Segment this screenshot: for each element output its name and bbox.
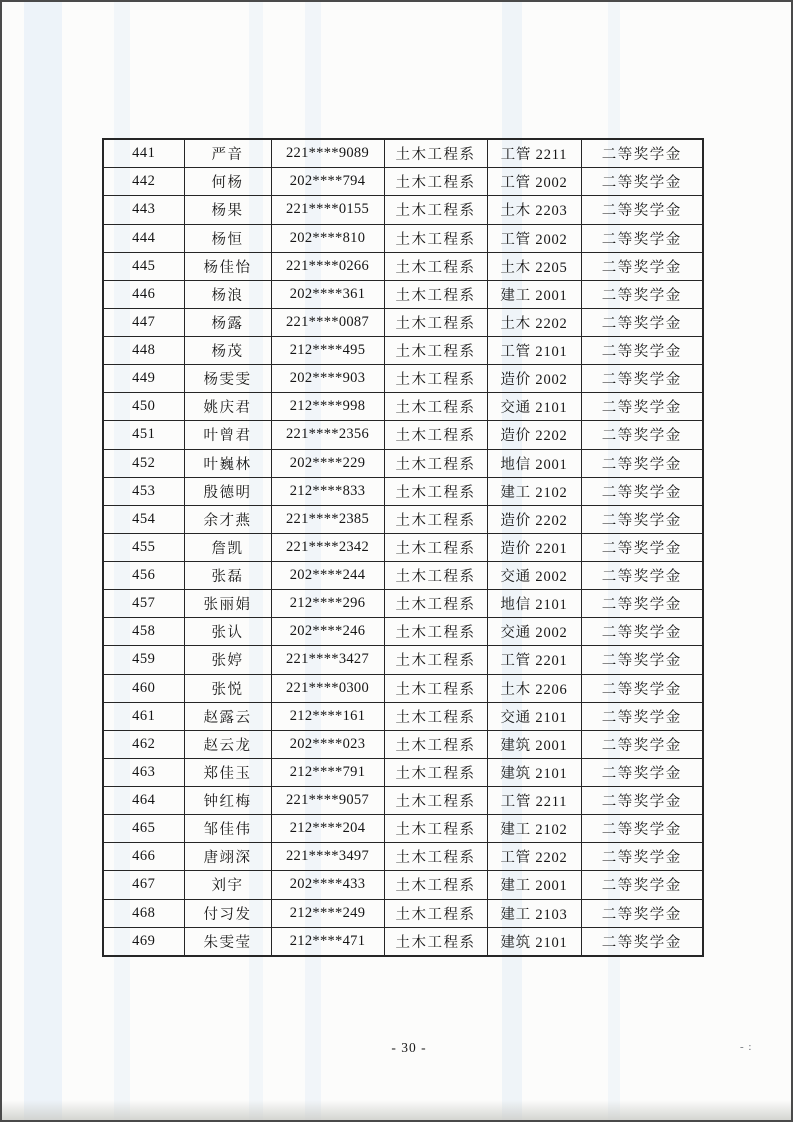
cell-student_id: 221****2385 [271, 505, 384, 533]
cell-student_id: 221****0300 [271, 674, 384, 702]
table-row [103, 252, 703, 280]
cell-serial: 469 [103, 927, 184, 956]
table-row [103, 393, 703, 421]
cell-serial: 441 [103, 139, 184, 168]
cell-serial: 451 [103, 421, 184, 449]
table-row [103, 899, 703, 927]
cell-student_id: 221****0087 [271, 308, 384, 336]
table-row [103, 590, 703, 618]
cell-department: 土木工程系 [384, 337, 487, 365]
cell-serial: 453 [103, 477, 184, 505]
cell-student_id: 221****3427 [271, 646, 384, 674]
cell-department: 土木工程系 [384, 843, 487, 871]
cell-class: 土木 2203 [487, 196, 581, 224]
cell-award: 二等奖学金 [581, 899, 703, 927]
cell-award: 二等奖学金 [581, 730, 703, 758]
cell-award: 二等奖学金 [581, 618, 703, 646]
cell-name: 张丽娟 [184, 590, 271, 618]
cell-serial: 463 [103, 758, 184, 786]
table-row [103, 477, 703, 505]
cell-student_id: 221****2356 [271, 421, 384, 449]
cell-department: 土木工程系 [384, 365, 487, 393]
cell-award: 二等奖学金 [581, 337, 703, 365]
cell-serial: 460 [103, 674, 184, 702]
cell-student_id: 221****3497 [271, 843, 384, 871]
cell-serial: 445 [103, 252, 184, 280]
cell-name: 唐翊深 [184, 843, 271, 871]
table-row [103, 505, 703, 533]
cell-department: 土木工程系 [384, 758, 487, 786]
cell-name: 杨浪 [184, 280, 271, 308]
cell-student_id: 202****903 [271, 365, 384, 393]
cell-name: 朱雯莹 [184, 927, 271, 956]
table-row [103, 758, 703, 786]
cell-award: 二等奖学金 [581, 196, 703, 224]
cell-award: 二等奖学金 [581, 533, 703, 561]
cell-department: 土木工程系 [384, 590, 487, 618]
cell-award: 二等奖学金 [581, 787, 703, 815]
cell-student_id: 202****244 [271, 562, 384, 590]
cell-class: 建筑 2001 [487, 730, 581, 758]
cell-student_id: 221****0155 [271, 196, 384, 224]
table-row [103, 562, 703, 590]
scan-bottom-shadow [2, 1100, 791, 1120]
cell-class: 造价 2002 [487, 365, 581, 393]
cell-award: 二等奖学金 [581, 139, 703, 168]
cell-name: 杨雯雯 [184, 365, 271, 393]
cell-department: 土木工程系 [384, 674, 487, 702]
cell-department: 土木工程系 [384, 533, 487, 561]
cell-name: 余才燕 [184, 505, 271, 533]
cell-serial: 456 [103, 562, 184, 590]
cell-award: 二等奖学金 [581, 477, 703, 505]
cell-serial: 449 [103, 365, 184, 393]
cell-class: 工管 2101 [487, 337, 581, 365]
table-row [103, 674, 703, 702]
cell-award: 二等奖学金 [581, 393, 703, 421]
cell-class: 土木 2205 [487, 252, 581, 280]
cell-student_id: 221****9057 [271, 787, 384, 815]
cell-department: 土木工程系 [384, 730, 487, 758]
cell-award: 二等奖学金 [581, 280, 703, 308]
cell-serial: 442 [103, 168, 184, 196]
cell-serial: 458 [103, 618, 184, 646]
cell-award: 二等奖学金 [581, 843, 703, 871]
cell-student_id: 202****433 [271, 871, 384, 899]
cell-department: 土木工程系 [384, 787, 487, 815]
table-row [103, 871, 703, 899]
cell-serial: 454 [103, 505, 184, 533]
cell-class: 建工 2001 [487, 280, 581, 308]
cell-class: 建工 2103 [487, 899, 581, 927]
cell-student_id: 212****471 [271, 927, 384, 956]
cell-name: 张婷 [184, 646, 271, 674]
table-row [103, 787, 703, 815]
cell-name: 何杨 [184, 168, 271, 196]
cell-name: 姚庆君 [184, 393, 271, 421]
cell-award: 二等奖学金 [581, 449, 703, 477]
cell-name: 杨恒 [184, 224, 271, 252]
cell-class: 工管 2201 [487, 646, 581, 674]
cell-serial: 467 [103, 871, 184, 899]
cell-serial: 461 [103, 702, 184, 730]
cell-department: 土木工程系 [384, 927, 487, 956]
cell-class: 交通 2002 [487, 562, 581, 590]
cell-award: 二等奖学金 [581, 815, 703, 843]
cell-award: 二等奖学金 [581, 590, 703, 618]
cell-serial: 464 [103, 787, 184, 815]
cell-department: 土木工程系 [384, 280, 487, 308]
cell-class: 工管 2211 [487, 139, 581, 168]
cell-department: 土木工程系 [384, 449, 487, 477]
cell-student_id: 221****9089 [271, 139, 384, 168]
cell-department: 土木工程系 [384, 702, 487, 730]
cell-student_id: 212****161 [271, 702, 384, 730]
cell-award: 二等奖学金 [581, 308, 703, 336]
cell-class: 土木 2206 [487, 674, 581, 702]
cell-name: 杨果 [184, 196, 271, 224]
cell-class: 土木 2202 [487, 308, 581, 336]
cell-student_id: 212****791 [271, 758, 384, 786]
cell-department: 土木工程系 [384, 139, 487, 168]
cell-student_id: 202****229 [271, 449, 384, 477]
cell-name: 严音 [184, 139, 271, 168]
cell-department: 土木工程系 [384, 505, 487, 533]
table-row [103, 224, 703, 252]
table-row [103, 618, 703, 646]
cell-class: 建工 2001 [487, 871, 581, 899]
cell-class: 交通 2002 [487, 618, 581, 646]
cell-serial: 443 [103, 196, 184, 224]
cell-student_id: 212****296 [271, 590, 384, 618]
cell-class: 建工 2102 [487, 815, 581, 843]
cell-award: 二等奖学金 [581, 702, 703, 730]
table-row [103, 196, 703, 224]
cell-serial: 466 [103, 843, 184, 871]
cell-department: 土木工程系 [384, 477, 487, 505]
scan-streak [24, 2, 62, 1120]
cell-name: 邹佳伟 [184, 815, 271, 843]
cell-name: 付习发 [184, 899, 271, 927]
cell-department: 土木工程系 [384, 562, 487, 590]
table-row [103, 449, 703, 477]
table-row [103, 815, 703, 843]
cell-name: 张认 [184, 618, 271, 646]
cell-student_id: 212****998 [271, 393, 384, 421]
cell-class: 建筑 2101 [487, 758, 581, 786]
table-row [103, 168, 703, 196]
cell-award: 二等奖学金 [581, 224, 703, 252]
cell-class: 工管 2211 [487, 787, 581, 815]
table-row [103, 730, 703, 758]
cell-department: 土木工程系 [384, 252, 487, 280]
cell-name: 赵云龙 [184, 730, 271, 758]
cell-serial: 457 [103, 590, 184, 618]
cell-serial: 465 [103, 815, 184, 843]
cell-student_id: 212****204 [271, 815, 384, 843]
cell-class: 交通 2101 [487, 702, 581, 730]
cell-student_id: 202****246 [271, 618, 384, 646]
cell-serial: 446 [103, 280, 184, 308]
cell-name: 郑佳玉 [184, 758, 271, 786]
cell-class: 地信 2001 [487, 449, 581, 477]
cell-award: 二等奖学金 [581, 421, 703, 449]
cell-student_id: 202****023 [271, 730, 384, 758]
table-row [103, 280, 703, 308]
page-number: - 30 - [391, 1040, 427, 1055]
cell-award: 二等奖学金 [581, 674, 703, 702]
cell-student_id: 221****2342 [271, 533, 384, 561]
cell-name: 詹凯 [184, 533, 271, 561]
cell-student_id: 202****810 [271, 224, 384, 252]
table-row [103, 139, 703, 168]
cell-award: 二等奖学金 [581, 646, 703, 674]
cell-department: 土木工程系 [384, 899, 487, 927]
cell-award: 二等奖学金 [581, 505, 703, 533]
table-row [103, 533, 703, 561]
cell-name: 叶曾君 [184, 421, 271, 449]
cell-name: 杨佳怡 [184, 252, 271, 280]
cell-award: 二等奖学金 [581, 871, 703, 899]
cell-class: 交通 2101 [487, 393, 581, 421]
cell-class: 地信 2101 [487, 590, 581, 618]
cell-name: 杨露 [184, 308, 271, 336]
cell-class: 工管 2002 [487, 224, 581, 252]
cell-name: 叶巍林 [184, 449, 271, 477]
cell-department: 土木工程系 [384, 168, 487, 196]
scholarship-table [102, 138, 704, 957]
cell-name: 钟红梅 [184, 787, 271, 815]
cell-serial: 448 [103, 337, 184, 365]
cell-award: 二等奖学金 [581, 252, 703, 280]
scan-artifact-mark: - : [740, 1041, 753, 1053]
cell-department: 土木工程系 [384, 618, 487, 646]
cell-award: 二等奖学金 [581, 927, 703, 956]
cell-department: 土木工程系 [384, 224, 487, 252]
cell-name: 张磊 [184, 562, 271, 590]
table-row [103, 927, 703, 956]
cell-award: 二等奖学金 [581, 562, 703, 590]
table-row [103, 365, 703, 393]
cell-class: 造价 2202 [487, 421, 581, 449]
cell-student_id: 221****0266 [271, 252, 384, 280]
cell-name: 刘宇 [184, 871, 271, 899]
cell-serial: 459 [103, 646, 184, 674]
cell-serial: 452 [103, 449, 184, 477]
cell-class: 造价 2202 [487, 505, 581, 533]
cell-student_id: 212****495 [271, 337, 384, 365]
cell-name: 赵露云 [184, 702, 271, 730]
cell-student_id: 212****249 [271, 899, 384, 927]
cell-class: 建工 2102 [487, 477, 581, 505]
cell-serial: 455 [103, 533, 184, 561]
cell-class: 工管 2202 [487, 843, 581, 871]
cell-serial: 450 [103, 393, 184, 421]
cell-department: 土木工程系 [384, 871, 487, 899]
cell-serial: 462 [103, 730, 184, 758]
cell-award: 二等奖学金 [581, 365, 703, 393]
cell-department: 土木工程系 [384, 196, 487, 224]
cell-student_id: 202****794 [271, 168, 384, 196]
cell-department: 土木工程系 [384, 815, 487, 843]
cell-student_id: 212****833 [271, 477, 384, 505]
cell-department: 土木工程系 [384, 646, 487, 674]
cell-department: 土木工程系 [384, 393, 487, 421]
table-row [103, 337, 703, 365]
cell-award: 二等奖学金 [581, 758, 703, 786]
cell-serial: 468 [103, 899, 184, 927]
cell-department: 土木工程系 [384, 421, 487, 449]
cell-serial: 447 [103, 308, 184, 336]
table-row [103, 843, 703, 871]
cell-name: 殷德明 [184, 477, 271, 505]
cell-student_id: 202****361 [271, 280, 384, 308]
cell-class: 建筑 2101 [487, 927, 581, 956]
cell-name: 杨茂 [184, 337, 271, 365]
table-row [103, 646, 703, 674]
table-row [103, 702, 703, 730]
cell-class: 造价 2201 [487, 533, 581, 561]
cell-name: 张悦 [184, 674, 271, 702]
cell-award: 二等奖学金 [581, 168, 703, 196]
cell-serial: 444 [103, 224, 184, 252]
table-row [103, 308, 703, 336]
table-row [103, 421, 703, 449]
cell-department: 土木工程系 [384, 308, 487, 336]
cell-class: 工管 2002 [487, 168, 581, 196]
